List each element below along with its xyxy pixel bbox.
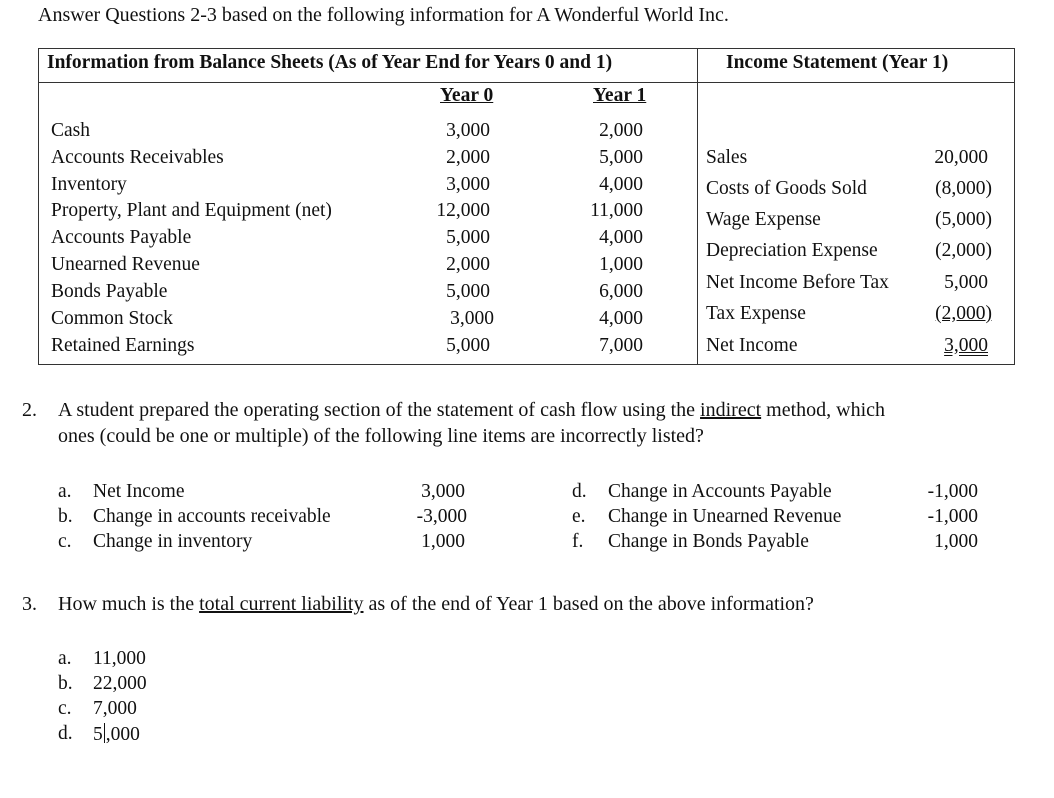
is-row-value: 5,000 — [944, 272, 988, 293]
is-row-value: 20,000 — [934, 147, 988, 168]
option-label: Change in Unearned Revenue — [608, 506, 842, 527]
bs-row-year0: 2,000 — [446, 254, 490, 275]
is-row-value: (2,000) — [935, 303, 992, 324]
is-row-value: 3,000 — [944, 335, 988, 356]
option-value-part: 5 — [93, 724, 103, 745]
bs-row-label: Unearned Revenue — [51, 254, 200, 275]
intro-text: Answer Questions 2-3 based on the following information for A Wonderful World Inc. — [38, 4, 729, 26]
balance-sheet-header: Information from Balance Sheets (As of Year End for Years 0 and 1) — [47, 52, 613, 73]
is-row-label: Wage Expense — [706, 209, 821, 230]
year0-header: Year 0 — [440, 85, 494, 106]
bs-row-year1: 6,000 — [599, 281, 643, 302]
option-letter: d. — [58, 723, 73, 744]
question-emphasis: indirect — [700, 399, 762, 421]
bs-row-year0: 3,000 — [446, 120, 490, 141]
option-letter: a. — [58, 648, 72, 669]
option-letter: e. — [572, 506, 586, 527]
option-label: Net Income — [93, 481, 185, 502]
question-text: A student prepared the operating section of the statement of cash flow using the — [58, 399, 701, 421]
option-letter: c. — [58, 531, 72, 552]
question-text: How much is the — [58, 593, 200, 615]
is-row-label: Depreciation Expense — [706, 240, 878, 261]
bs-row-year0: 3,000 — [446, 174, 490, 195]
question-text: as of the end of Year 1 based on the above information? — [363, 593, 814, 615]
bs-row-year0: 12,000 — [436, 200, 490, 221]
is-row-value: (8,000) — [935, 178, 992, 199]
option-value[interactable] — [93, 723, 140, 746]
question-number: 2. — [22, 399, 37, 421]
year1-header: Year 1 — [593, 85, 647, 106]
option-value: 1,000 — [934, 531, 978, 552]
bs-row-label: Accounts Payable — [51, 227, 192, 248]
option-label: Change in inventory — [93, 531, 253, 552]
option-letter: a. — [58, 481, 72, 502]
bs-row-label: Bonds Payable — [51, 281, 168, 302]
is-row-label: Sales — [706, 147, 748, 168]
column-divider — [697, 49, 698, 364]
question-2-line-1 — [58, 399, 885, 422]
text-cursor — [104, 723, 105, 743]
bs-row-label: Cash — [51, 120, 90, 141]
bs-row-label: Inventory — [51, 174, 127, 195]
bs-row-year0: 5,000 — [446, 227, 490, 248]
bs-row-year1: 4,000 — [599, 174, 643, 195]
bs-row-label: Retained Earnings — [51, 335, 195, 356]
option-value: -1,000 — [927, 506, 978, 527]
is-row-label: Tax Expense — [706, 303, 806, 324]
bs-row-year1: 1,000 — [599, 254, 643, 275]
question-text: method, which — [761, 399, 886, 421]
question-number: 3. — [22, 593, 37, 615]
is-row-label: Net Income Before Tax — [706, 272, 889, 293]
option-value: 22,000 — [93, 673, 147, 694]
option-letter: b. — [58, 673, 73, 694]
option-value: -3,000 — [416, 506, 467, 527]
bs-row-year0: 5,000 — [446, 335, 490, 356]
option-label: Change in Bonds Payable — [608, 531, 809, 552]
option-label: Change in Accounts Payable — [608, 481, 832, 502]
bs-row-year1: 11,000 — [590, 200, 643, 221]
option-letter: d. — [572, 481, 587, 502]
question-2-line-2: ones (could be one or multiple) of the following line items are incorrectly listed? — [58, 425, 704, 447]
is-row-value: (2,000) — [935, 240, 992, 261]
option-value-part: ,000 — [105, 724, 140, 745]
bs-row-year1: 5,000 — [599, 147, 643, 168]
question-emphasis: total current liability — [199, 593, 364, 615]
is-row-label: Costs of Goods Sold — [706, 178, 867, 199]
bs-row-year1: 4,000 — [599, 308, 643, 329]
bs-row-year1: 2,000 — [599, 120, 643, 141]
option-label: Change in accounts receivable — [93, 506, 331, 527]
bs-row-label: Property, Plant and Equipment (net) — [51, 200, 332, 221]
header-divider — [39, 82, 1014, 83]
option-value: 1,000 — [421, 531, 465, 552]
is-row-label: Net Income — [706, 335, 798, 356]
option-letter: c. — [58, 698, 72, 719]
option-value: 11,000 — [93, 648, 146, 669]
option-letter: f. — [572, 531, 584, 552]
option-value: -1,000 — [927, 481, 978, 502]
income-statement-header: Income Statement (Year 1) — [726, 52, 949, 73]
bs-row-year1: 4,000 — [599, 227, 643, 248]
is-row-value: (5,000) — [935, 209, 992, 230]
bs-row-label: Common Stock — [51, 308, 173, 329]
bs-row-year0: 2,000 — [446, 147, 490, 168]
bs-row-year1: 7,000 — [599, 335, 643, 356]
question-3-text — [58, 593, 814, 616]
option-letter: b. — [58, 506, 73, 527]
bs-row-year0: 5,000 — [446, 281, 490, 302]
option-value: 7,000 — [93, 698, 137, 719]
bs-row-year0: 3,000 — [450, 308, 494, 329]
bs-row-label: Accounts Receivables — [51, 147, 224, 168]
option-value: 3,000 — [421, 481, 465, 502]
